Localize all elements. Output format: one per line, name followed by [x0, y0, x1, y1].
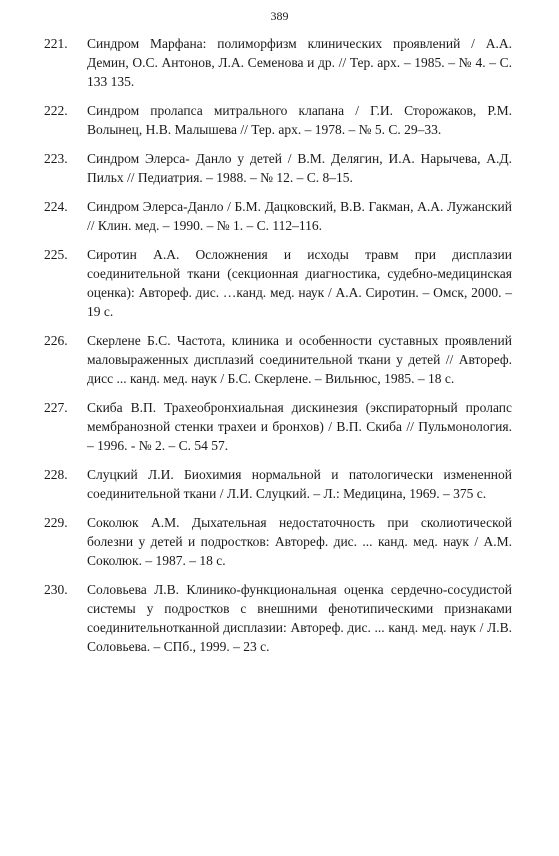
- reference-text: Скиба В.П. Трахеобронхиальная дискинезия (экспираторный пролапс мембранозной стенки трахеи и бронхов) / В.П. Скиба // Пульмонология. – 1996. - № 2. – С. 54 57.: [87, 400, 512, 453]
- reference-item: [0, 149, 559, 187]
- reference-number: 222.: [44, 103, 68, 118]
- reference-number: 221.: [44, 36, 68, 51]
- reference-number: 227.: [44, 400, 68, 415]
- reference-text: Сиротин А.А. Осложнения и исходы травм при дисплазии соединительной ткани (секционная диагностика, судебно-медицинская оценка): Автореф. дис. …канд. мед. наук / А.А. Сиротин. – Омск, 2000. – 19 с.: [87, 247, 512, 319]
- reference-number: 230.: [44, 582, 68, 597]
- reference-text: Скерлене Б.С. Частота, клиника и особенности суставных проявлений маловыраженных дисплазий соединительной ткани у детей // Автореф. дисс ... канд. мед. наук / Б.С. Скерлене. – Вильнюс, 1985. – 18 с.: [87, 333, 512, 386]
- reference-item: [0, 465, 559, 503]
- reference-number: 225.: [44, 247, 68, 262]
- reference-number: 229.: [44, 515, 68, 530]
- reference-item: [0, 34, 559, 91]
- reference-number: 226.: [44, 333, 68, 348]
- reference-item: [0, 398, 559, 455]
- page-number: 389: [270, 9, 289, 23]
- reference-item: [0, 331, 559, 388]
- reference-text: Соколюк А.М. Дыхательная недостаточность при сколиотической болезни у детей и подростков: Автореф. дис. ... канд. мед. наук / А.М. Соколюк. – 1987. – 18 с.: [87, 515, 512, 568]
- reference-item: [0, 245, 559, 321]
- reference-text: Синдром Марфана: полиморфизм клинических проявлений / А.А. Демин, О.С. Антонов, Л.А. Семенова и др. // Тер. арх. – 1985. – № 4. – С. 133 135.: [87, 36, 512, 89]
- reference-item: [0, 580, 559, 656]
- reference-text: Синдром Элерса-Данло / Б.М. Дацковский, В.В. Гакман, А.А. Лужанский // Клин. мед. – 1990. – № 1. – С. 112–116.: [87, 199, 512, 233]
- reference-text: Синдром пролапса митрального клапана / Г.И. Сторожаков, Р.М. Волынец, Н.В. Малышева // Тер. арх. – 1978. – № 5. С. 29–33.: [87, 103, 512, 137]
- reference-text: Слуцкий Л.И. Биохимия нормальной и патологически измененной соединительной ткани / Л.И. Слуцкий. – Л.: Медицина, 1969. – 375 с.: [87, 467, 512, 501]
- reference-item: [0, 101, 559, 139]
- reference-item: [0, 513, 559, 570]
- reference-number: 228.: [44, 467, 68, 482]
- reference-item: [0, 197, 559, 235]
- reference-list: [0, 34, 559, 666]
- reference-text: Синдром Элерса- Данло у детей / В.М. Делягин, И.А. Нарычева, А.Д. Пильх // Педиатрия. – 1988. – № 12. – С. 8–15.: [87, 151, 512, 185]
- reference-number: 224.: [44, 199, 68, 214]
- reference-number: 223.: [44, 151, 68, 166]
- reference-text: Соловьева Л.В. Клинико-функциональная оценка сердечно-сосудистой системы у подростков с внешними фенотипическими признаками соединительнотканной дисплазии: Автореф. дис. ... канд. мед. наук / Л.В. Соловьева. – СПб., 1999. – 23 с.: [87, 582, 512, 654]
